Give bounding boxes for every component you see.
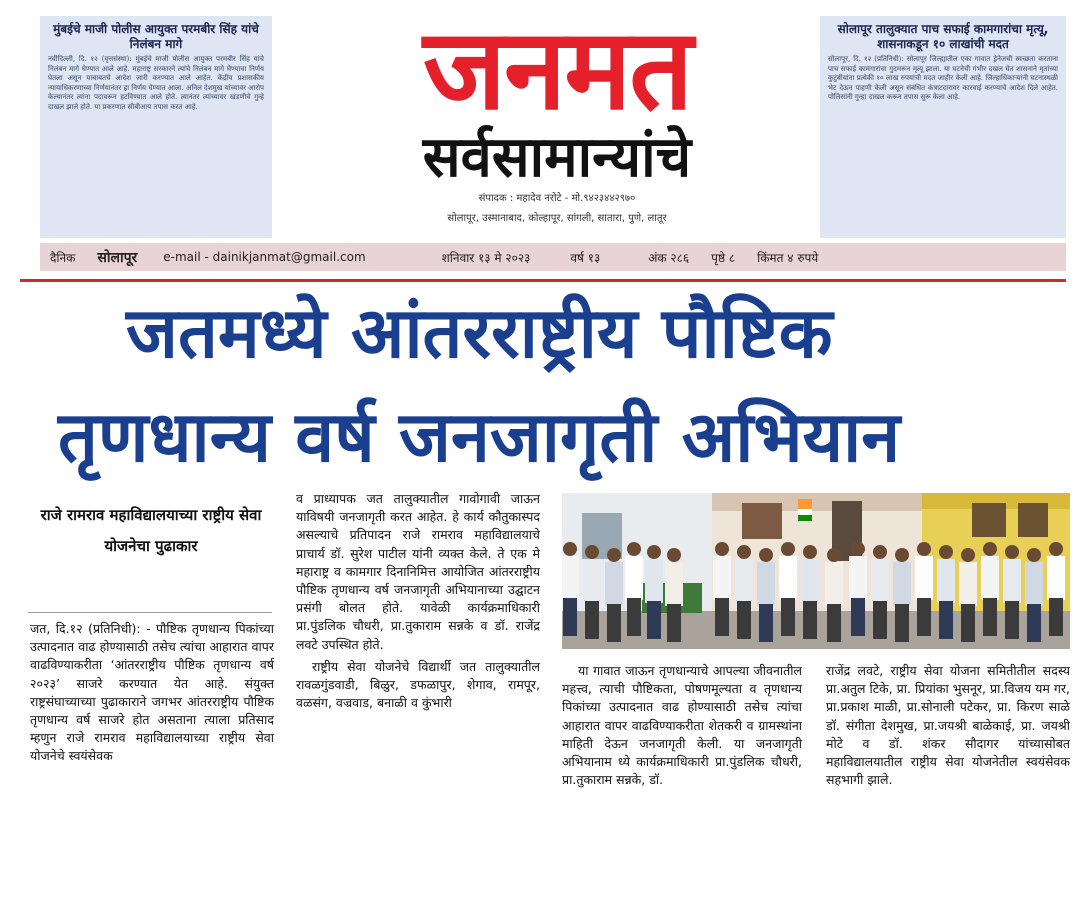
event-group-photo [562, 493, 1070, 649]
person-figure [1047, 542, 1065, 636]
person-figure [605, 548, 623, 642]
left-news-title: मुंबईचे माजी पोलीस आयुक्त परमबीर सिंह यांचे निलंबन मागे [53, 22, 259, 51]
person-figure [583, 545, 601, 639]
person-figure [779, 542, 797, 636]
dateline-pages: पृष्ठे ८ [711, 250, 736, 265]
person-figure [1003, 545, 1021, 639]
group-photo-illustration [562, 493, 1070, 649]
article-column-1 [30, 620, 274, 770]
article-column-4 [826, 662, 1070, 793]
dateline-city: सोलापूर [97, 249, 138, 266]
person-figure [645, 545, 663, 639]
article-paragraph: या गावात जाऊन तृणधान्याचे आपल्या जीवनातील महत्त्व, त्याची पौष्टिकता, पोषणमूल्यता व तृणधान्य पिकांच्या उत्पादनात वाढ होण्यासाठी तसेच त्यांचा आहारात वापर वाढविण्याकरीता शेतकरी व ग्रामस्थांना माहिती देऊन जनजागृती केली. या जनजागृती अभियानाम ध्ये कार्यक्रमाधिकारी प्रा.पुंडलिक चौधरी, प्रा.तुकाराम सन्नके, डॉ. [562, 663, 802, 788]
person-figure [1025, 548, 1043, 642]
left-news-brief [40, 16, 272, 238]
person-figure [937, 545, 955, 639]
dateline-price: किंमत ४ रुपये [757, 250, 819, 265]
newspaper-tagline: सर्वसामान्यांचे [422, 125, 692, 190]
person-figure [959, 548, 977, 642]
person-figure [757, 548, 775, 642]
masthead-divider [20, 279, 1066, 282]
left-news-body: नवीदिल्ली, दि. १२ (वृत्तसंस्था): मुंबईचे माजी पोलीस आयुक्त परमबीर सिंह यांचे निलंबन मागे घेण्यात आले आहे. महाराष्ट्र सरकारने त्यांचे निलंबन मागे घेण्याचा निर्णय घेतला असून याबाबतचे आदेश जारी करण्यात आले आहेत. केंद्रीय प्रशासकीय न्यायाधिकरणाच्या निर्णयानंतर हा निर्णय घेण्यात आला. अनिल देशमुख यांच्यावर आरोप केल्यानंतर त्यांना पदावरून हटविण्यात आले होते. त्यानंतर त्यांच्यावर खंडणीचे गुन्हे दाखल झाले होते. या प्रकरणात सीबीआय तपास करत आहे. [48, 55, 264, 111]
dateline-bar [40, 243, 1066, 271]
dateline-year: वर्ष १३ [570, 250, 601, 265]
article-column-2 [296, 490, 540, 716]
right-news-title: सोलापूर तालुक्यात पाच सफाई कामगारांचा मृत्यू, शासनाकडून १० लाखांची मदत [837, 22, 1049, 51]
article-paragraph: राष्ट्रीय सेवा योजनेचे विद्यार्थी जत तालुक्यातील रावळगुंडवाडी, बिळुर, डफळापुर, शेगाव, रामपूर, वळसंग, वज्रवाड, बनाळी व कुंभारी [296, 658, 540, 711]
person-figure [735, 545, 753, 639]
article-paragraph: व प्राध्यापक जत तालुक्यातील गावोगावी जाऊन याविषयी जनजागृती करत आहेत. हे कार्य कौतुकास्पद असल्याचे प्रतिपादन राजे रामराव महाविद्यालयाचे प्राचार्य डॉ. सुरेश पाटील यांनी व्यक्त केले. ते एक मे महाराष्ट्र व कामगार दिनानिमित्त आयोजित आंतरराष्ट्रीय पौष्टिक तृणधान्य वर्ष जनजागृती अभियानाच्या उद्घाटन प्रसंगी बोलत होते. यावेळी कार्यक्रमाधिकारी प्रा.पुंडलिक चौधरी, प्रा.तुकाराम सन्नके व डॉ. राजेंद्र लवटे उपस्थित होते. [296, 491, 540, 652]
person-figure [915, 542, 933, 636]
article-paragraph: राजेंद्र लवटे, राष्ट्रीय सेवा योजना समितीतील सदस्य प्रा.अतुल टिके, प्रा. प्रियांका भुसनूर, प्रा.विजय यम गर, प्रा.प्रकाश माळी, प्रा.सोनाली पटेकर, प्रा. किरण साळे डॉ. संगीता देशमुख, प्रा.जयश्री बाळेकाई, प्रा. जयश्री मोटे व डॉ. शंकर सौदागर यांच्यासोबत महाविद्यालयातील राष्ट्रीय सेवा योजनेतील स्वयंसेवक सहभागी झाले. [826, 663, 1070, 788]
article-paragraph: जत, दि.१२ (प्रतिनिधी): - पौष्टिक तृणधान्य पिकांच्या उत्पादनात वाढ होण्यासाठी तसेच त्यांचा आहारात वापर वाढविण्याकरीता ‘आंतरराष्ट्रीय पौष्टिक तृणधान्य वर्ष २०२३’ साजरे करण्यात येत आहे. संयुक्त राष्ट्रसंघाच्याच्या पुढाकाराने जगभर आंतरराष्ट्रीय पौष्टिक तृणधान्य वर्ष साजरे होत असताना त्याला प्रतिसाद म्हणुन राजे रामराव महाविद्यालयाच्या राष्ट्रीय सेवा योजनेचे स्वयंसेवक [30, 621, 274, 764]
person-figure [849, 542, 867, 636]
person-figure [562, 542, 579, 636]
article-subheading: राजे रामराव महाविद्यालयाच्या राष्ट्रीय सेवा योजनेचा पुढाकार [40, 506, 262, 555]
editions-line: सोलापूर, उस्मानाबाद, कोल्हापूर, सांगली, सातारा, पुणे, लातूर [447, 213, 667, 224]
dateline-date: शनिवार १३ मे २०२३ [441, 250, 531, 265]
newspaper-logo: जनमत [422, 5, 692, 135]
person-figure [713, 542, 731, 636]
right-news-body: सोलापूर, दि. १२ (प्रतिनिधी): सोलापूर जिल्ह्यातील एका गावात ड्रेनेजची स्वच्छता करताना पाच सफाई कामगारांचा गुदमरून मृत्यू झाला. या घटनेची गंभीर दखल घेत शासनाने मृतांच्या कुटुंबीयांना प्रत्येकी १० लाख रुपयांची मदत जाहीर केली आहे. जिल्हाधिकाऱ्यांनी घटनास्थळी भेट देऊन पाहणी केली असून संबंधित कंत्राटदारावर कारवाई करण्याचे आदेश दिले आहेत. पोलिसांनी गुन्हा दाखल करून तपास सुरू केला आहे. [828, 55, 1058, 102]
person-figure [801, 545, 819, 639]
editor-line: संपादक : महादेव नरोटे - मो.९४२३४४२९७० [478, 193, 636, 204]
person-figure [871, 545, 889, 639]
person-figure [665, 548, 683, 642]
person-figure [825, 548, 843, 642]
person-figure [981, 542, 999, 636]
subhead-divider [28, 612, 272, 613]
headline-line-2: तृणधान्य वर्ष जनजागृती अभियान [58, 396, 901, 478]
article-column-3 [562, 662, 802, 793]
person-figure [625, 542, 643, 636]
headline-line-1: जतमध्ये आंतरराष्ट्रीय पौष्टिक [126, 292, 833, 374]
dateline-issue: अंक २८६ [648, 250, 690, 265]
right-news-brief [820, 16, 1066, 238]
dateline-email: e-mail - dainikjanmat@gmail.com [163, 250, 366, 264]
person-figure [893, 548, 911, 642]
dateline-daily: दैनिक [50, 250, 76, 265]
